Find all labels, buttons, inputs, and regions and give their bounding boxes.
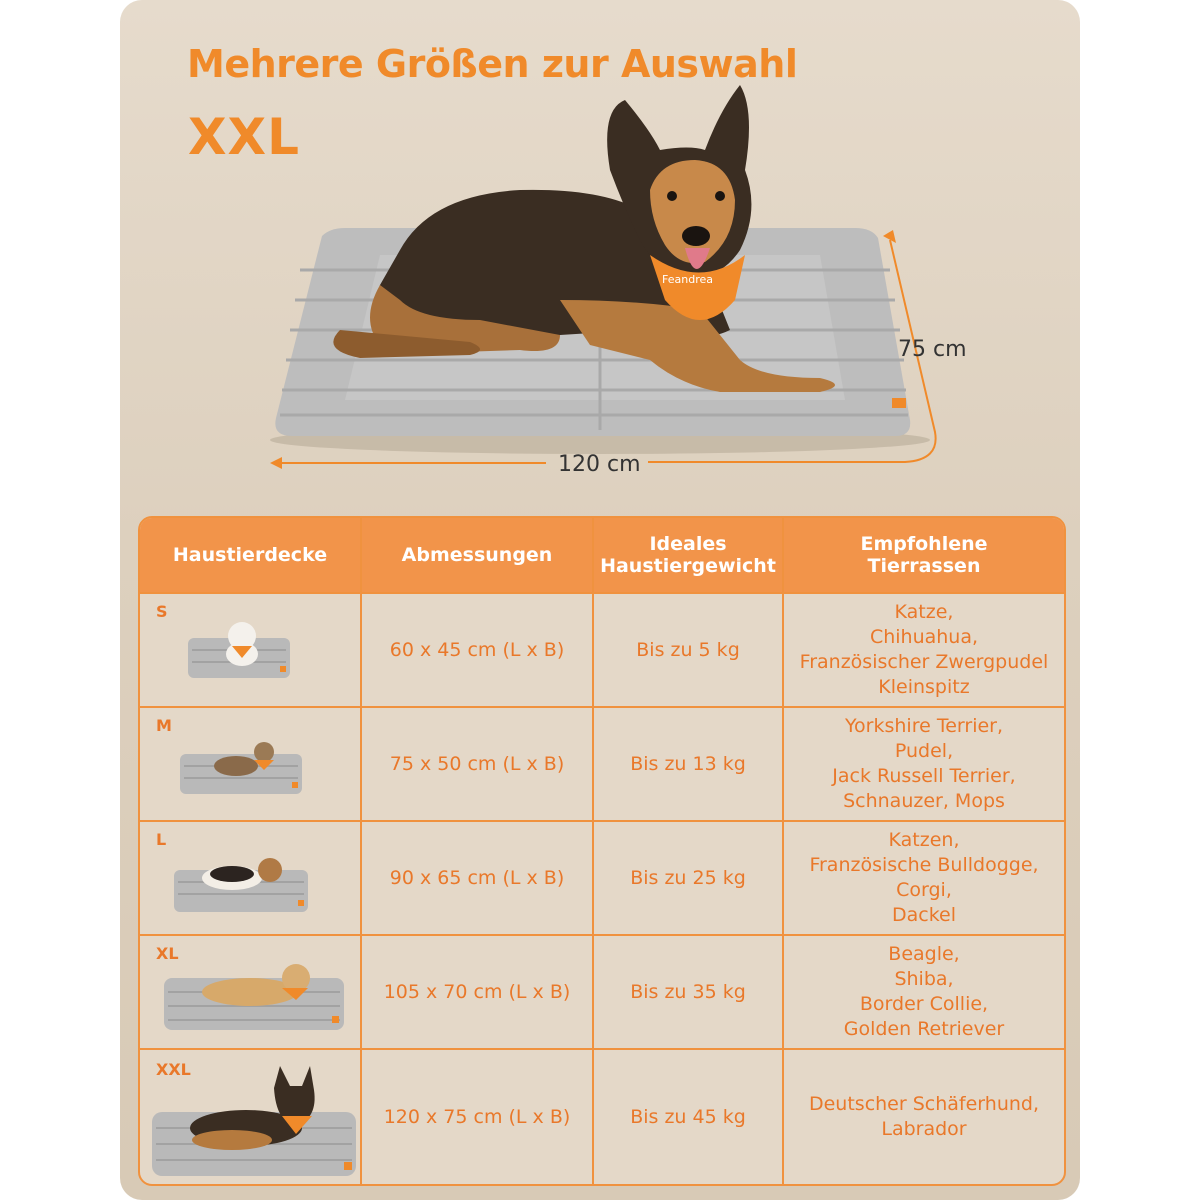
headline: Mehrere Größen zur Auswahl <box>187 42 798 86</box>
breeds-l <box>784 822 1064 934</box>
weight-m: Bis zu 13 kg <box>630 752 746 775</box>
header-dimensions: Abmessungen <box>401 544 553 566</box>
breed-line: Katze, <box>894 601 954 623</box>
dimensions-xxl: 120 x 75 cm (L x B) <box>383 1105 571 1128</box>
breeds-xxl <box>784 1050 1064 1184</box>
size-tag-xxl: XXL <box>156 1060 191 1079</box>
breed-line: Französische Bulldogge, <box>809 854 1039 876</box>
breed-line: Dackel <box>891 904 956 926</box>
header-mat: Haustierdecke <box>172 544 328 566</box>
breed-line: Shiba, <box>894 968 954 990</box>
dimensions-l: 90 x 65 cm (L x B) <box>389 866 565 889</box>
breed-line: Beagle, <box>888 943 960 965</box>
breed-line: Golden Retriever <box>843 1018 1005 1040</box>
breed-line: Katzen, <box>888 829 960 851</box>
hero-illustration <box>0 0 1200 500</box>
mat-thumbnail-xxl <box>146 1058 360 1182</box>
breed-line: Französischer Zwergpudel <box>799 651 1049 673</box>
breed-line: Yorkshire Terrier, <box>844 715 1004 737</box>
mat-thumbnail-xl <box>160 956 350 1036</box>
breed-line: Schnauzer, Mops <box>843 790 1005 812</box>
breed-line: Labrador <box>881 1118 967 1140</box>
dimensions-m: 75 x 50 cm (L x B) <box>389 752 565 775</box>
bandana-brand: Feandrea <box>662 273 713 286</box>
breed-line: Jack Russell Terrier, <box>832 765 1016 787</box>
featured-size: XXL <box>188 108 300 166</box>
length-dimension-arrow <box>270 457 546 469</box>
header-breeds: Empfohlene Tierrassen <box>860 533 988 577</box>
size-tag-xl: XL <box>156 944 179 963</box>
weight-l: Bis zu 25 kg <box>630 866 746 889</box>
weight-xl: Bis zu 35 kg <box>630 980 746 1003</box>
weight-s: Bis zu 5 kg <box>636 638 740 661</box>
size-tag-m: M <box>156 716 172 735</box>
length-label: 120 cm <box>558 452 641 477</box>
mat-thumbnail-l <box>170 844 315 916</box>
size-table <box>138 516 1066 1186</box>
size-tag-l: L <box>156 830 167 849</box>
size-tag-s: S <box>156 602 168 621</box>
breeds-xl <box>784 936 1064 1048</box>
breed-line: Chihuahua, <box>869 626 979 648</box>
header-weight: Ideales Haustiergewicht <box>600 533 776 577</box>
breeds-m <box>784 708 1064 820</box>
breed-line: Deutscher Schäferhund, <box>808 1093 1039 1115</box>
dimensions-s: 60 x 45 cm (L x B) <box>389 638 565 661</box>
mat-thumbnail-s <box>184 614 294 684</box>
dimensions-xl: 105 x 70 cm (L x B) <box>383 980 571 1003</box>
mat-thumbnail-m <box>176 730 306 798</box>
breeds-s <box>784 594 1064 706</box>
breed-line: Border Collie, <box>859 993 989 1015</box>
breed-line: Pudel, <box>894 740 954 762</box>
breed-line: Corgi, <box>896 879 952 901</box>
width-label: 75 cm <box>898 337 967 362</box>
breed-line: Kleinspitz <box>878 676 970 698</box>
weight-xxl: Bis zu 45 kg <box>630 1105 746 1128</box>
